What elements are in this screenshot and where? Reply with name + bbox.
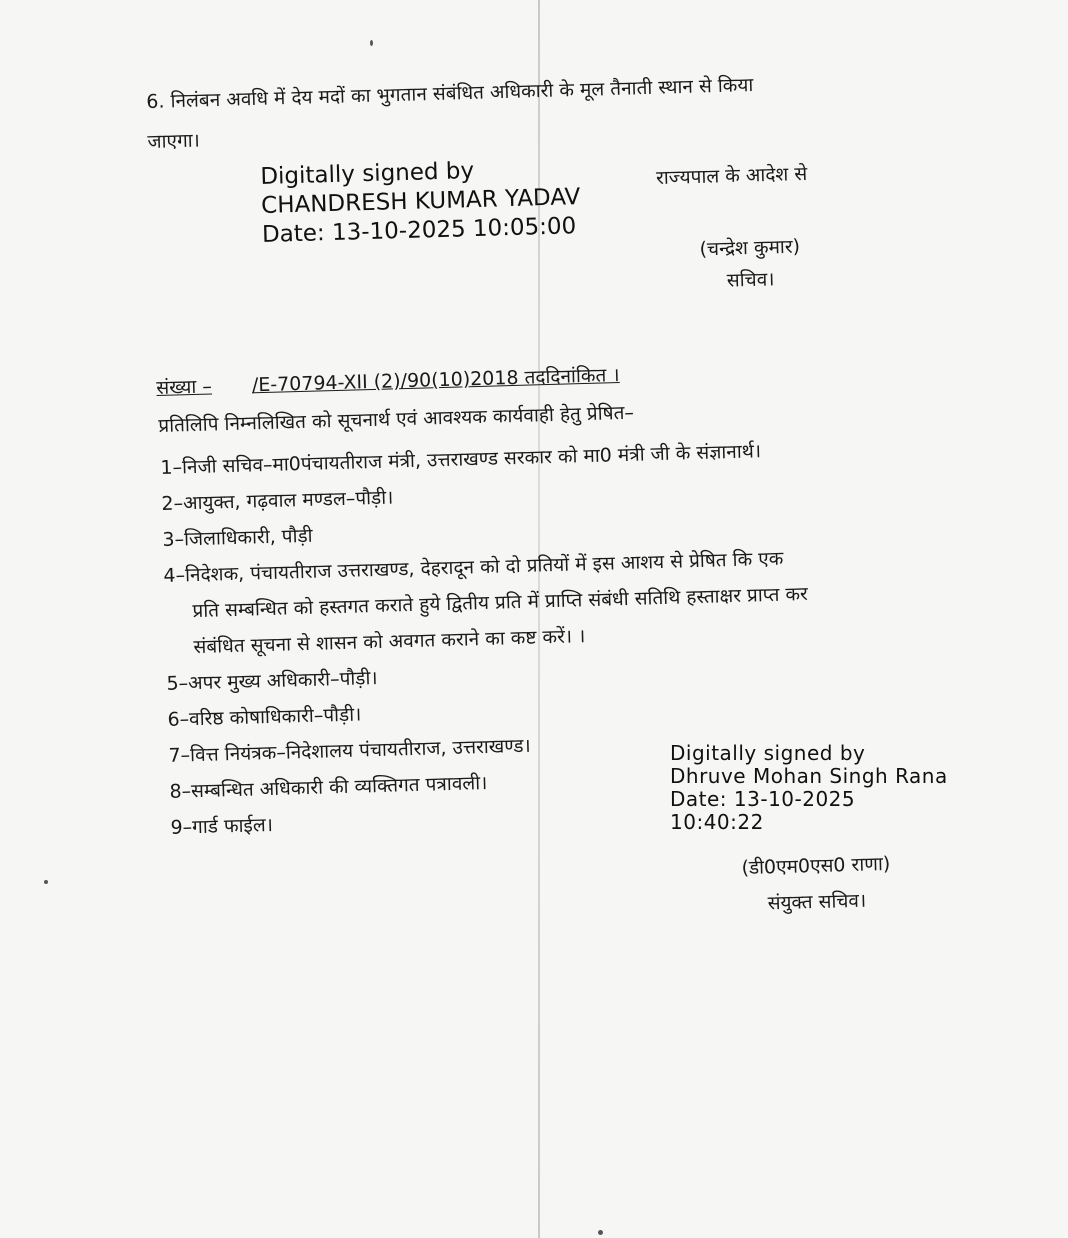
signature-2-line-1: Digitally signed by: [670, 741, 866, 765]
paragraph-6-line-2: जाएगा।: [147, 129, 201, 153]
recipient-item: 5–अपर मुख्य अधिकारी–पौड़ी।: [166, 667, 378, 695]
signature-1-line-2: CHANDRESH KUMAR YADAV: [260, 184, 581, 219]
recipient-item: 6–वरिष्ठ कोषाधिकारी–पौड़ी।: [167, 703, 362, 731]
signature-1-line-1: Digitally signed by: [260, 158, 475, 190]
recipient-item: 4–निदेशक, पंचायतीराज उत्तराखण्ड, देहरादून को दो प्रतियों में इस आशय से प्रेषित कि एक: [163, 547, 784, 587]
digital-signature-1: [260, 154, 582, 250]
recipient-item-continuation: संबंधित सूचना से शासन को अवगत कराने का कष्ट करें। ।: [193, 625, 586, 659]
recipient-item: 1–निजी सचिव–मा0पंचायतीराज मंत्री, उत्तराखण्ड सरकार को मा0 मंत्री जी के संज्ञानार्थ।: [160, 440, 762, 479]
copy-to-line: प्रतिलिपि निम्नलिखित को सूचनार्थ एवं आवश्यक कार्यवाही हेतु प्रेषित–: [158, 401, 635, 437]
secretary-2-name: (डी0एम0एस0 राणा): [741, 852, 891, 880]
secretary-2-designation: संयुक्त सचिव।: [767, 889, 867, 915]
recipient-item: 7–वित्त नियंत्रक–निदेशालय पंचायतीराज, उत्तराखण्ड।: [168, 734, 531, 767]
secretary-1-block: [699, 231, 801, 298]
signature-2-line-3: Date: 13-10-2025: [670, 787, 856, 811]
recipient-item: 8–सम्बन्धित अधिकारी की व्यक्तिगत पत्रावली।: [169, 771, 488, 803]
secretary-2-block: [741, 846, 892, 922]
digital-signature-2: [670, 742, 948, 834]
scan-speck: [370, 40, 373, 46]
secretary-1-designation: सचिव।: [726, 268, 775, 292]
signature-2-line-2: Dhruve Mohan Singh Rana: [670, 764, 948, 788]
paragraph-6-line-1: 6. निलंबन अवधि में देय मदों का भुगतान संबंधित अधिकारी के मूल तैनाती स्थान से किया: [146, 74, 754, 113]
reference-label: संख्या –: [156, 375, 213, 399]
secretary-1-name: (चन्द्रेश कुमार): [699, 235, 801, 261]
scan-speck: [598, 1230, 603, 1235]
recipient-item: 9–गार्ड फाईल।: [170, 813, 274, 839]
recipient-item: 3–जिलाधिकारी, पौड़ी: [162, 524, 313, 551]
scan-speck: [44, 880, 48, 884]
signature-2-line-4: 10:40:22: [670, 810, 764, 834]
signature-1-line-3: Date: 13-10-2025 10:05:00: [261, 213, 577, 248]
paragraph-6: [146, 67, 908, 154]
recipient-item-continuation: प्रति सम्बन्धित को हस्तगत कराते हुये द्वितीय प्रति में प्राप्ति संबंधी सतिथि हस्ताक्षर प्राप्त कर: [192, 582, 809, 623]
governor-order-line: राज्यपाल के आदेश से: [655, 162, 808, 190]
reference-number: /E-70794-XII (2)/90(10)2018 तददिनांकित ।: [251, 364, 620, 397]
reference-line: [156, 361, 620, 400]
recipient-item: 2–आयुक्त, गढ़वाल मण्डल–पौड़ी।: [161, 486, 394, 515]
